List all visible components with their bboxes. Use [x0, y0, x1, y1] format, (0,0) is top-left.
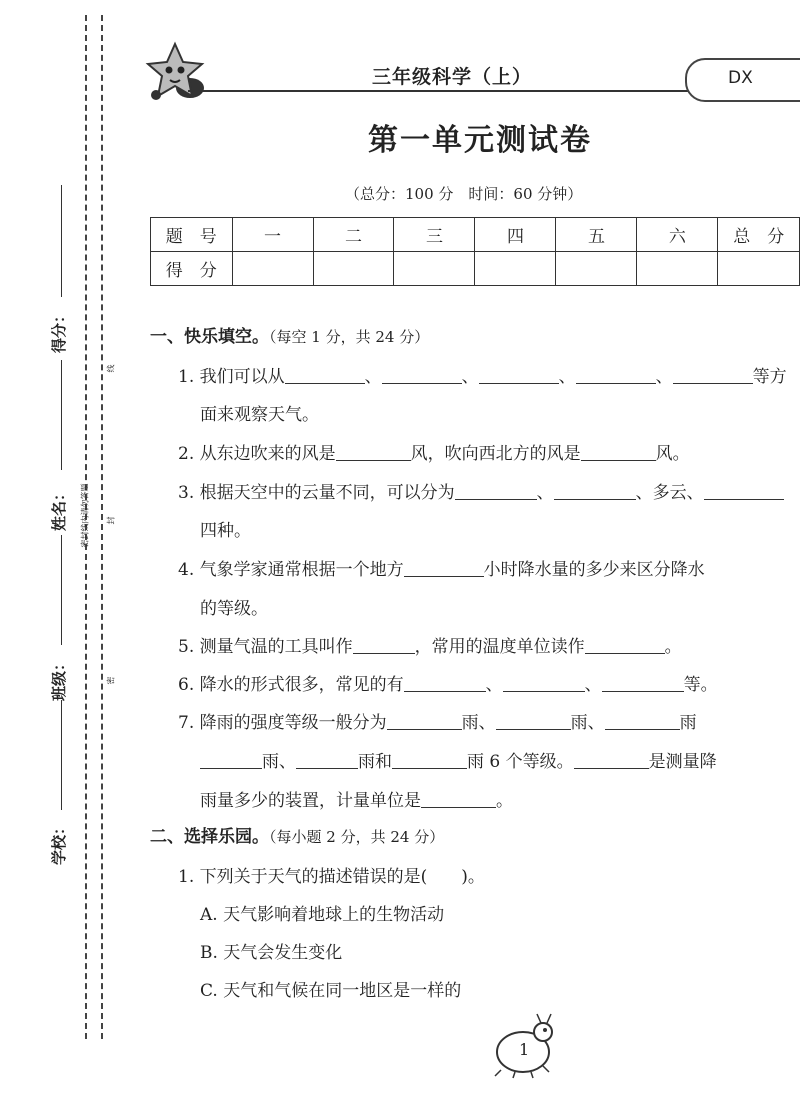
q3-mid: 、多云、: [635, 483, 704, 503]
answer-blank[interactable]: [387, 712, 462, 730]
answer-blank[interactable]: [554, 482, 636, 500]
q2-mid: 风，吹向西北方的风是: [410, 444, 581, 464]
q7-and: 雨和: [358, 752, 392, 772]
page-number: 1: [519, 1040, 530, 1059]
score-cell[interactable]: [232, 252, 313, 286]
sep: 、: [536, 483, 554, 503]
score-cell[interactable]: [718, 252, 800, 286]
question-1-2: [178, 439, 690, 464]
answer-blank[interactable]: [285, 366, 365, 384]
subject-title: 三年级科学（上）: [372, 66, 533, 88]
seal-char-seal: 封: [106, 516, 116, 525]
answer-blank[interactable]: [585, 636, 665, 654]
table-row: [151, 252, 800, 286]
answer-blank[interactable]: [479, 366, 559, 384]
score-cell[interactable]: [556, 252, 637, 286]
col-4: 四: [475, 218, 556, 252]
q5-mid: ，常用的温度单位读作: [414, 637, 585, 657]
answer-blank[interactable]: [296, 751, 358, 769]
answer-blank[interactable]: [455, 482, 537, 500]
section2-title: 二、选择乐园。: [150, 827, 269, 847]
school-line: [61, 700, 62, 810]
answer-blank[interactable]: [382, 366, 462, 384]
question-1-5: [178, 632, 682, 657]
sep: 、: [558, 367, 576, 387]
seal-line-inner: [101, 15, 103, 1039]
sep: 、: [461, 367, 479, 387]
seal-char-secret: 密: [106, 676, 116, 685]
answer-blank[interactable]: [392, 751, 467, 769]
q7-text: 7. 降雨的强度等级一般分为: [178, 713, 387, 733]
q7-rain-end: 雨: [679, 713, 697, 733]
answer-blank[interactable]: [581, 443, 656, 461]
question-1-3-cont: 四种。: [200, 521, 251, 541]
class-label: 班级：: [50, 655, 69, 702]
edition-tag: DX: [728, 68, 753, 88]
option-b[interactable]: B. 天气会发生变化: [200, 943, 343, 963]
question-1-3: [178, 478, 784, 503]
sep: 、: [485, 675, 503, 695]
question-1-4: [178, 555, 705, 580]
q7-rain: 雨、: [461, 713, 496, 733]
answer-blank[interactable]: [336, 443, 411, 461]
sep: 、: [584, 675, 602, 695]
q6-text: 6. 降水的形式很多，常见的有: [178, 675, 404, 695]
answer-blank[interactable]: [576, 366, 656, 384]
school-label: 学校：: [50, 819, 69, 866]
option-c[interactable]: C. 天气和气候在同一地区是一样的: [200, 981, 462, 1001]
col-1: 一: [232, 218, 313, 252]
answer-blank[interactable]: [602, 674, 684, 692]
score-table: [150, 217, 800, 286]
col-total: 总 分: [718, 218, 800, 252]
answer-blank[interactable]: [605, 712, 680, 730]
name-label: 姓名：: [50, 485, 69, 532]
question-1-7-cont2: [200, 786, 513, 811]
question-1-6: [178, 670, 718, 695]
q7-end: 。: [496, 791, 513, 811]
q5-text: 5. 测量气温的工具叫作: [178, 637, 353, 657]
page-title: 第一单元测试卷: [368, 123, 592, 158]
question-1-4-cont: 的等级。: [200, 599, 268, 619]
question-2-1: 1. 下列关于天气的描述错误的是( )。: [178, 867, 485, 887]
sep: 、: [364, 367, 382, 387]
col-6: 六: [637, 218, 718, 252]
answer-blank[interactable]: [574, 751, 649, 769]
name-line: [61, 360, 62, 470]
section1-heading: [150, 322, 429, 347]
answer-blank[interactable]: [404, 674, 486, 692]
col-5: 五: [556, 218, 637, 252]
seal-char-line: 线: [106, 364, 116, 373]
q2-text: 2. 从东边吹来的风是: [178, 444, 336, 464]
question-1-1-cont: 面来观察天气。: [200, 405, 319, 425]
section2-heading: [150, 822, 444, 847]
question-1-7-cont: [200, 747, 717, 772]
score-line: [61, 185, 62, 297]
q7-six: 雨 6 个等级。: [467, 752, 574, 772]
answer-blank[interactable]: [704, 482, 784, 500]
q4-text: 4. 气象学家通常根据一个地方: [178, 560, 404, 580]
question-1-1: [178, 362, 787, 387]
score-cell[interactable]: [313, 252, 394, 286]
option-a[interactable]: A. 天气影响着地球上的生物活动: [200, 905, 445, 925]
answer-blank[interactable]: [353, 636, 415, 654]
score-cell[interactable]: [394, 252, 475, 286]
score-cell[interactable]: [637, 252, 718, 286]
seal-notice: 密封线内请勿答题: [80, 483, 90, 548]
q2-tail: 风。: [655, 444, 690, 464]
q7-unit: 雨量多少的装置，计量单位是: [200, 791, 421, 811]
q6-tail: 等。: [683, 675, 718, 695]
q7-device: 是测量降: [648, 752, 717, 772]
mascot-star-icon: [140, 40, 210, 105]
score-cell[interactable]: [475, 252, 556, 286]
question-1-7: [178, 708, 697, 733]
row-head-number: 题 号: [151, 218, 233, 252]
answer-blank[interactable]: [503, 674, 585, 692]
col-3: 三: [394, 218, 475, 252]
q3-text: 3. 根据天空中的云量不同，可以分为: [178, 483, 455, 503]
table-row: [151, 218, 800, 252]
q1-tail: 等方: [752, 367, 787, 387]
row-head-score: 得 分: [151, 252, 233, 286]
answer-blank[interactable]: [404, 559, 484, 577]
answer-blank[interactable]: [421, 790, 496, 808]
score-label: 得分：: [50, 307, 69, 354]
section1-title: 一、快乐填空。: [150, 327, 269, 347]
sep: 、: [655, 367, 673, 387]
answer-blank[interactable]: [200, 751, 262, 769]
answer-blank[interactable]: [496, 712, 571, 730]
col-2: 二: [313, 218, 394, 252]
class-line: [61, 535, 62, 645]
exam-meta: （总分：100 分 时间：60 分钟）: [345, 185, 583, 203]
section1-note: （每空 1 分，共 24 分）: [269, 328, 430, 346]
q1-text: 1. 我们可以从: [178, 367, 285, 387]
q7-rain: 雨、: [262, 752, 296, 772]
q7-rain: 雨、: [570, 713, 605, 733]
section2-note: （每小题 2 分，共 24 分）: [269, 828, 445, 846]
answer-blank[interactable]: [673, 366, 753, 384]
q5-tail: 。: [664, 637, 682, 657]
q4-tail: 小时降水量的多少来区分降水: [483, 560, 705, 580]
